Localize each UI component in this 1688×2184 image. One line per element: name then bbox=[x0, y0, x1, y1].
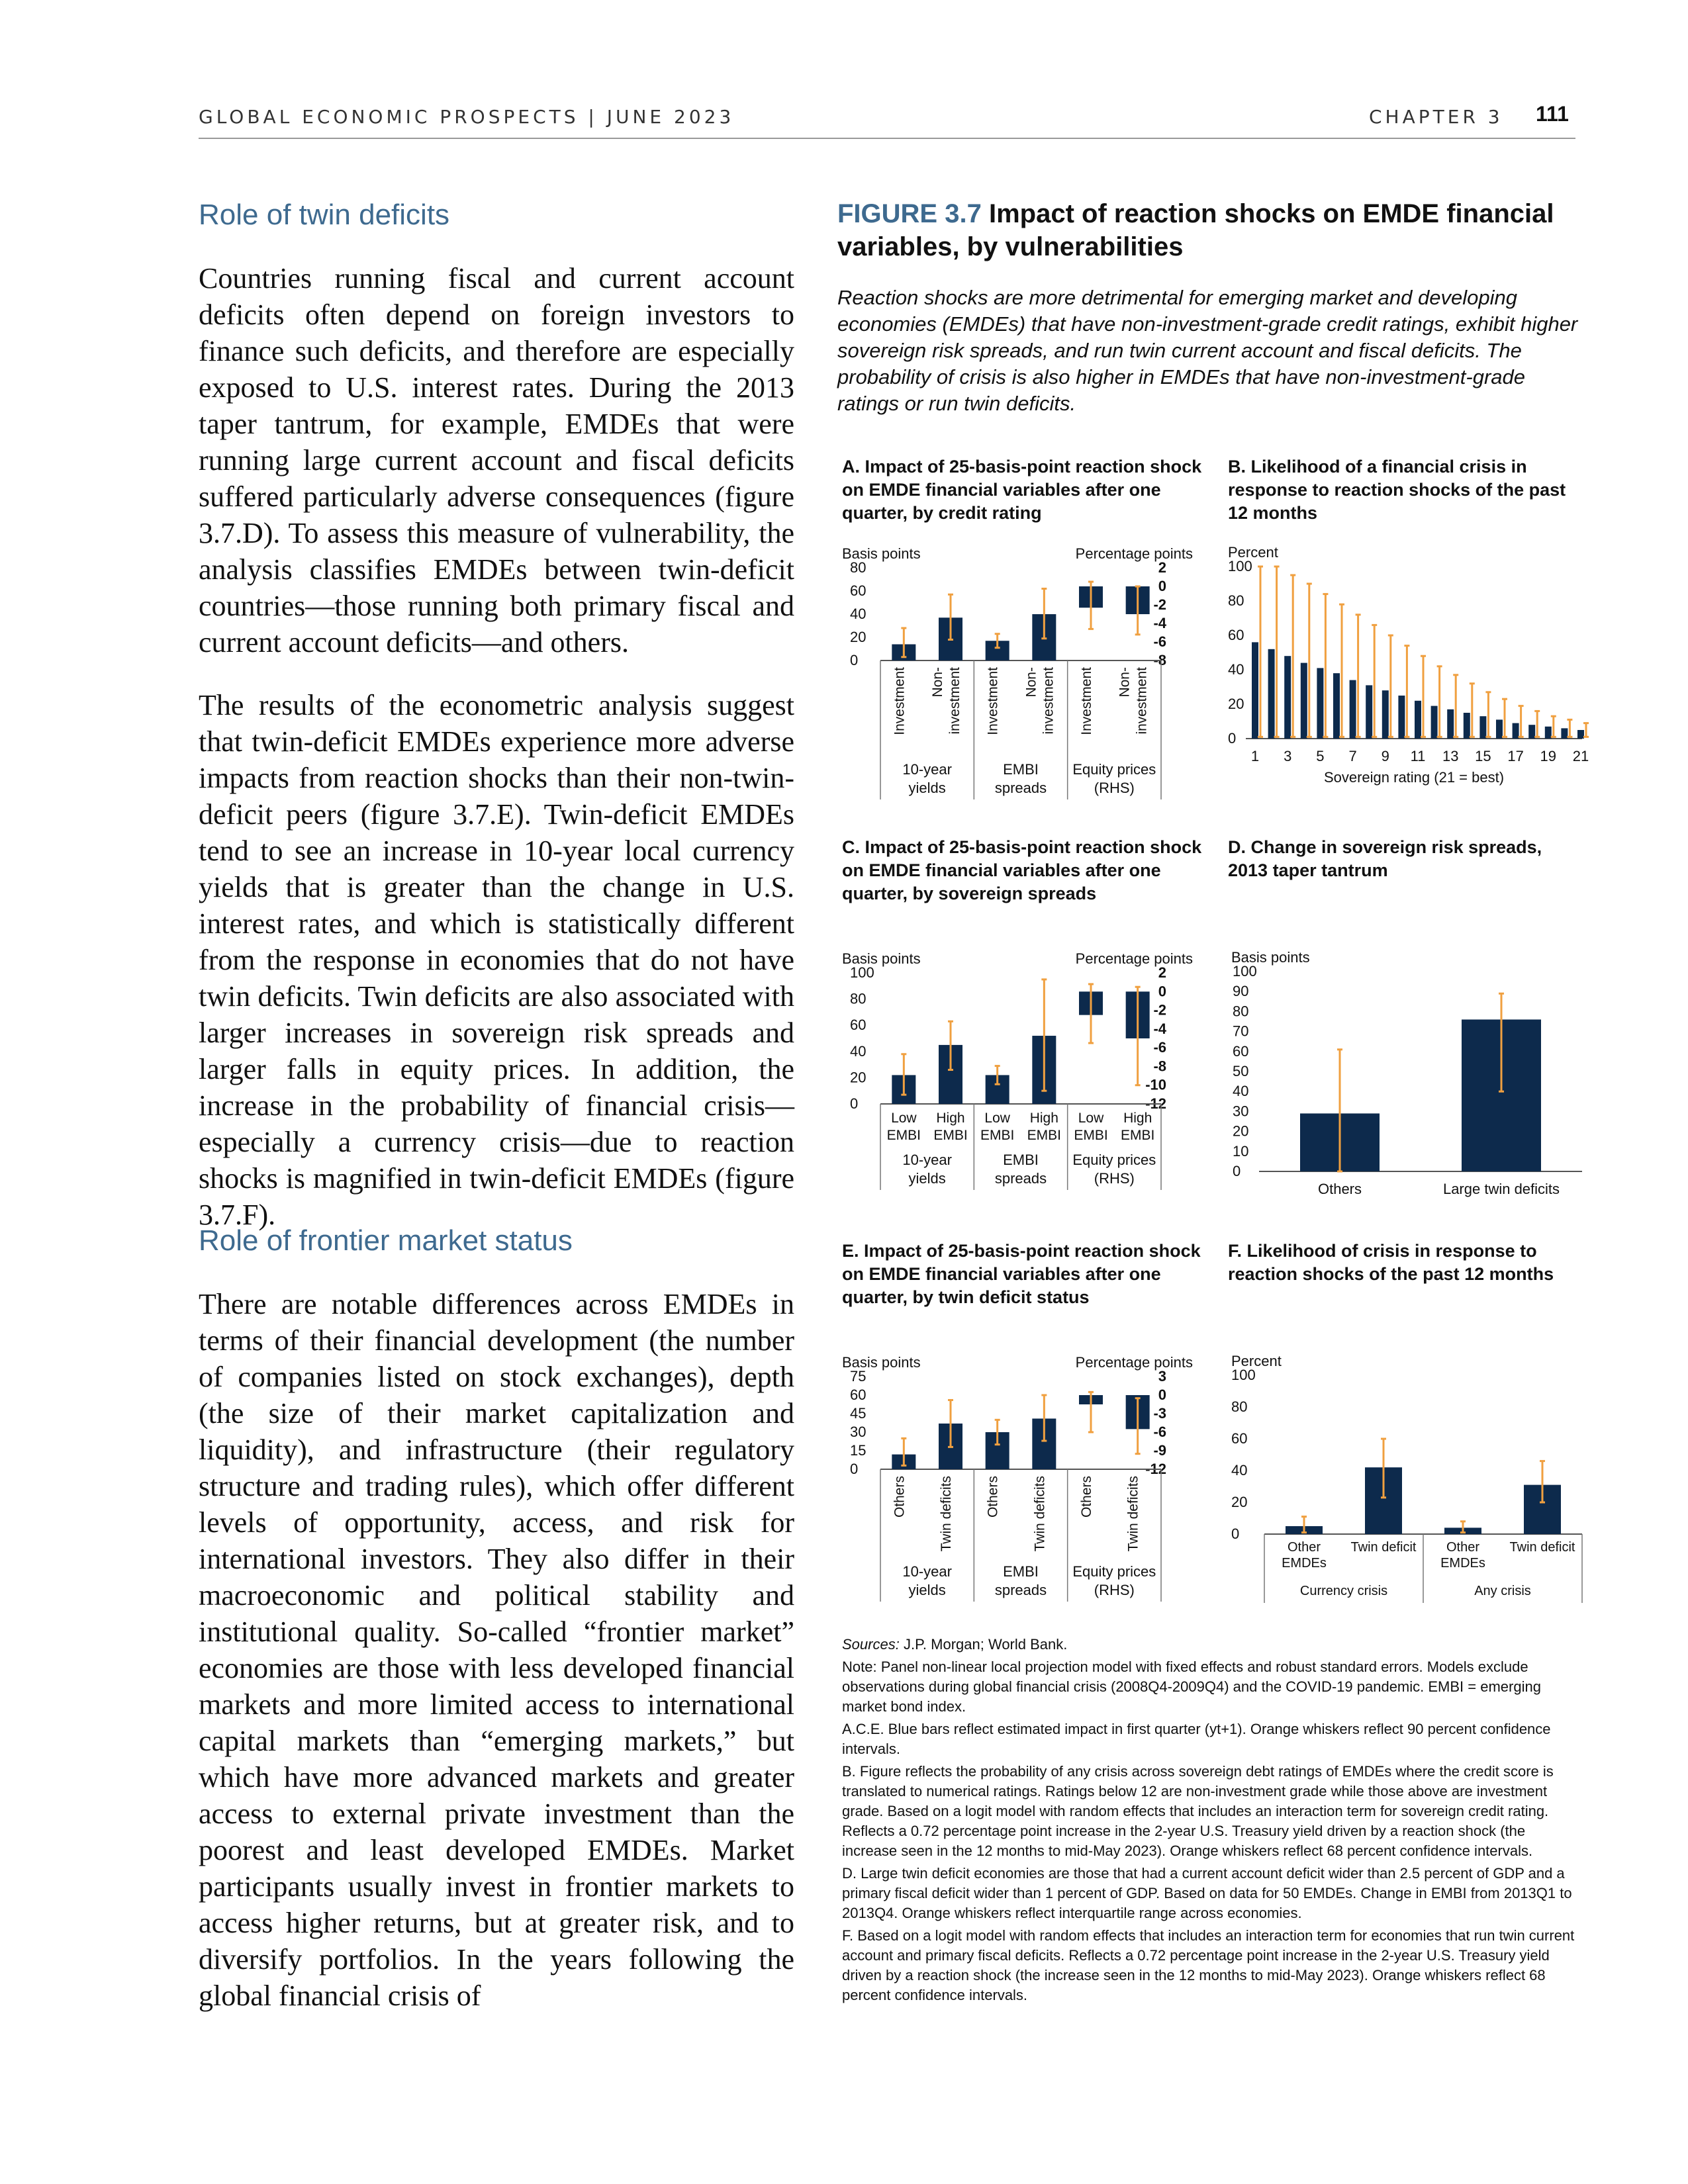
left-axis-tick-label: 0 bbox=[1233, 1163, 1241, 1179]
bar-rating-4 bbox=[1301, 663, 1307, 739]
sources-line bbox=[842, 1635, 1577, 1655]
x-tick-label: 3 bbox=[1284, 748, 1292, 764]
left-axis-tick-label: 40 bbox=[850, 606, 867, 622]
category-label: Non- bbox=[1117, 667, 1133, 698]
category-label: EMBI bbox=[1074, 1128, 1108, 1143]
left-axis-tick-label: 100 bbox=[1228, 558, 1252, 574]
left-axis-tick-label: 45 bbox=[850, 1405, 867, 1422]
note-b: B. Figure reflects the probability of any crisis across sovereign debt ratings of EMDEs where the credit score is translated to numerical ratings. Ratings below 12 are non-investment grade while those above are investment grade. Based on a logit model with random effects that includes an interaction term for sovereign credit rating. Reflects a 0.72 percentage point increase in the 2-year U.S. Treasury yield driven by a reaction shock (the increase seen in the 12 months to mid-May 2023). Orange whiskers reflect 68 percent confidence intervals. bbox=[842, 1763, 1554, 1859]
right-axis-tick-label: -8 bbox=[1153, 652, 1166, 668]
bar-rating-20 bbox=[1561, 728, 1568, 739]
left-axis-tick-label: 60 bbox=[850, 582, 867, 599]
right-axis-tick-label: -3 bbox=[1153, 1405, 1166, 1422]
bar-rating-14 bbox=[1464, 713, 1470, 739]
x-tick-label: 21 bbox=[1572, 748, 1589, 764]
right-axis-title: Percentage points bbox=[1075, 1354, 1193, 1371]
bar-rating-16 bbox=[1496, 719, 1503, 739]
panel-a-title: A. Impact of 25-basis-point reaction shock on EMDE financial variables after one quarter, by credit rating bbox=[842, 457, 1202, 523]
x-tick-label: 1 bbox=[1250, 748, 1260, 764]
category-label: EMBI bbox=[933, 1128, 968, 1143]
left-axis-tick-label: 40 bbox=[850, 1042, 867, 1060]
chart-panel-b bbox=[1225, 535, 1595, 799]
group-label: spreads bbox=[994, 1582, 1047, 1598]
left-axis-tick-label: 0 bbox=[850, 1461, 859, 1477]
left-axis-tick-label: 60 bbox=[1228, 627, 1244, 643]
right-axis-tick-label: -6 bbox=[1153, 633, 1166, 650]
group-label: Equity prices bbox=[1072, 1563, 1156, 1580]
left-axis-tick-label: 20 bbox=[1233, 1122, 1249, 1140]
chart-panel-d bbox=[1225, 940, 1595, 1205]
bar-rating-17 bbox=[1513, 723, 1519, 739]
group-label: spreads bbox=[994, 780, 1047, 796]
group-label: EMBI bbox=[1003, 1152, 1039, 1168]
right-axis-tick-label: -12 bbox=[1145, 1095, 1166, 1112]
group-label: Any crisis bbox=[1474, 1584, 1531, 1598]
chapter-label: CHAPTER 3 bbox=[1369, 106, 1503, 128]
left-axis-tick-label: 40 bbox=[1228, 661, 1244, 678]
right-axis-tick-label: -2 bbox=[1153, 596, 1166, 613]
category-label: Non- bbox=[930, 667, 945, 698]
category-label: Others bbox=[892, 1476, 908, 1518]
right-axis-tick-label: 2 bbox=[1158, 964, 1166, 981]
group-label: yields bbox=[908, 780, 946, 796]
panel-d-title: D. Change in sovereign risk spreads, 2013 taper tantrum bbox=[1228, 837, 1542, 880]
right-axis-tick-label: -2 bbox=[1153, 1001, 1166, 1019]
x-tick-label: 19 bbox=[1540, 748, 1557, 764]
left-axis-tick-label: 60 bbox=[1231, 1430, 1248, 1447]
category-label: High bbox=[936, 1111, 965, 1126]
paragraph-frontier-1: There are notable differences across EMDEs in terms of their financial development (the number of companies listed on stock exchanges), depth (the size of their market capitalization and liquidity), and infrastructure (their regulatory structure and trading rules), which offer different levels of opportunity, access, and risk for international investors. They also differ in their macroeconomic and political stability and institutional quality. So-called “frontier market” economies are those with less developed financial markets and more limited access to international capital markets than “emerging markets,” but which have more advanced markets and greater access to external private investment than the poorest and least developed EMDEs. Market participants usually invest in frontier markets to access higher returns, but at greater risk, and to diversify portfolios. In the years following the global financial crisis of bbox=[199, 1288, 794, 2012]
chart-panel-c bbox=[835, 940, 1206, 1205]
x-tick-label: 7 bbox=[1348, 748, 1357, 764]
category-label: investment bbox=[1134, 667, 1150, 735]
left-axis-tick-label: 0 bbox=[1228, 730, 1237, 747]
x-tick-label: 9 bbox=[1381, 748, 1389, 764]
left-axis-title: Basis points bbox=[1231, 949, 1310, 966]
group-label: yields bbox=[908, 1582, 946, 1598]
category-label: EMBI bbox=[980, 1128, 1015, 1143]
category-label: Other bbox=[1446, 1540, 1480, 1555]
bar-rating-8 bbox=[1366, 685, 1372, 739]
right-axis-tick-label: -12 bbox=[1145, 1461, 1166, 1477]
group-label: EMBI bbox=[1003, 761, 1039, 778]
right-axis-tick-label: -8 bbox=[1153, 1058, 1166, 1075]
left-axis-title: Basis points bbox=[842, 1354, 921, 1371]
chart-panel-f bbox=[1225, 1343, 1595, 1621]
note-d: D. Large twin deficit economies are those that had a current account deficit wider than 2.5 percent of GDP and a primary fiscal deficit wider than 1 percent of GDP. Based on data for 50 EMDEs. Change in EMBI from 2013Q1 to 2013Q4. Orange whiskers reflect interquartile range across economies. bbox=[842, 1865, 1572, 1921]
bar-rating-15 bbox=[1479, 716, 1486, 739]
left-axis-tick-label: 70 bbox=[1233, 1023, 1249, 1040]
note-general: Note: Panel non-linear local projection model with fixed effects and robust standard errors. Models exclude observations during global financial crisis (2008Q4-2009Q4) and the COVID-19 pandemic. EMBI = emerging market bond index. bbox=[842, 1659, 1541, 1715]
figure-subtitle: Reaction shocks are more detrimental for emerging market and developing economies (EMDEs) that have non-investment-grade credit ratings, exhibit higher sovereign risk spreads, and run twin current account and fiscal deficits. The probability of crisis is also higher in EMDEs that have non-investment-grade ratings or run twin deficits. bbox=[837, 286, 1578, 415]
left-axis-title: Percent bbox=[1228, 544, 1278, 561]
category-label: Large twin deficits bbox=[1442, 1181, 1560, 1197]
right-axis-tick-label: -10 bbox=[1145, 1076, 1166, 1093]
chart-panel-e bbox=[835, 1343, 1206, 1621]
left-axis-tick-label: 0 bbox=[850, 1095, 859, 1112]
note-f: F. Based on a logit model with random effects that includes an interaction term for economies that run twin current account and primary fiscal deficits. Reflects a 0.72 percentage point increase in the 2-year U.S. Treasury yield driven by a reaction shock (the increase seen in the 12 months to mid-May 2023). Orange whiskers reflect 68 percent confidence intervals. bbox=[842, 1927, 1575, 2003]
right-axis-tick-label: -4 bbox=[1153, 615, 1166, 631]
left-axis-title: Basis points bbox=[842, 545, 921, 562]
left-axis-tick-label: 0 bbox=[850, 652, 859, 668]
bar-rating-5 bbox=[1317, 668, 1323, 739]
category-label: Low bbox=[1078, 1111, 1104, 1126]
group-label: 10-year bbox=[902, 761, 952, 778]
left-axis-tick-label: 0 bbox=[1231, 1525, 1240, 1542]
bar-rating-21 bbox=[1577, 730, 1584, 739]
left-axis-tick-label: 75 bbox=[850, 1368, 867, 1385]
category-label: High bbox=[1123, 1111, 1152, 1126]
bar-rating-11 bbox=[1415, 701, 1421, 739]
category-label: Other bbox=[1287, 1540, 1321, 1555]
group-label: 10-year bbox=[902, 1152, 952, 1168]
left-axis-tick-label: 100 bbox=[1233, 963, 1257, 979]
left-axis-tick-label: 30 bbox=[850, 1424, 867, 1440]
left-axis-tick-label: 60 bbox=[1233, 1042, 1249, 1060]
right-axis-title: Percentage points bbox=[1075, 545, 1193, 562]
right-axis-tick-label: 0 bbox=[1158, 578, 1166, 594]
category-label: EMDEs bbox=[1282, 1556, 1327, 1570]
left-axis-tick-label: 80 bbox=[1228, 592, 1244, 609]
left-axis-tick-label: 100 bbox=[850, 964, 874, 981]
right-axis-tick-label: 0 bbox=[1158, 983, 1166, 1000]
category-label: Twin deficits bbox=[939, 1476, 954, 1552]
category-label: investment bbox=[947, 667, 962, 735]
right-axis-tick-label: 3 bbox=[1158, 1368, 1166, 1385]
category-label: Low bbox=[891, 1111, 917, 1126]
paragraph-twin-2: The results of the econometric analysis suggest that twin-deficit EMDEs experience more adverse impacts from reaction shocks than their non-twin-deficit peers (figure 3.7.E). Twin-deficit EMDEs tend to see an increase in 10-year local currency yields that is greater than the change in U.S. interest rates, and which is statistically different from the response in economies that do not have twin deficits. Twin deficits are also associated with larger increases in sovereign risk spreads and larger falls in equity prices. In addition, the increase in the probability of financial crisis—especially a currency crisis—due to reaction shocks is magnified in twin-deficit EMDEs (figure 3.7.F). bbox=[199, 689, 794, 1231]
panel-b-title: B. Likelihood of a financial crisis in response to reaction shocks of the past 12 months bbox=[1228, 457, 1566, 523]
category-label: Investment bbox=[892, 667, 908, 735]
left-axis-title: Basis points bbox=[842, 950, 921, 967]
category-label: High bbox=[1029, 1111, 1058, 1126]
category-label: EMBI bbox=[1120, 1128, 1155, 1143]
left-axis-tick-label: 15 bbox=[850, 1442, 867, 1459]
left-axis-tick-label: 10 bbox=[1233, 1142, 1249, 1160]
left-axis-tick-label: 90 bbox=[1233, 983, 1249, 1000]
sources-text: J.P. Morgan; World Bank. bbox=[903, 1636, 1068, 1653]
group-label: Equity prices bbox=[1072, 761, 1156, 778]
category-label: Investment bbox=[1079, 667, 1094, 735]
bar-rating-2 bbox=[1268, 649, 1275, 739]
bar-rating-12 bbox=[1431, 706, 1438, 739]
header-rule bbox=[199, 138, 1575, 139]
x-axis-title: Sovereign rating (21 = best) bbox=[1323, 769, 1505, 786]
x-tick-label: 13 bbox=[1442, 748, 1459, 764]
category-label: Twin deficit bbox=[1509, 1540, 1575, 1555]
category-label: Non- bbox=[1023, 667, 1039, 698]
x-tick-label: 5 bbox=[1316, 748, 1325, 764]
left-axis-tick-label: 60 bbox=[850, 1017, 867, 1034]
left-axis-tick-label: 40 bbox=[1231, 1462, 1248, 1479]
right-axis-tick-label: -6 bbox=[1153, 1424, 1166, 1440]
group-label: yields bbox=[908, 1170, 946, 1187]
left-axis-tick-label: 20 bbox=[1228, 696, 1244, 712]
bar-rating-7 bbox=[1350, 680, 1356, 739]
note-ace: A.C.E. Blue bars reflect estimated impact in first quarter (yt+1). Orange whiskers reflect 90 percent confidence intervals. bbox=[842, 1721, 1551, 1757]
panel-c-title: C. Impact of 25-basis-point reaction shock on EMDE financial variables after one quarter, by sovereign spreads bbox=[842, 837, 1202, 903]
group-label: spreads bbox=[994, 1170, 1047, 1187]
category-label: Twin deficit bbox=[1350, 1540, 1417, 1555]
category-label: EMBI bbox=[1027, 1128, 1062, 1143]
left-axis-tick-label: 60 bbox=[850, 1387, 867, 1403]
x-tick-label: 11 bbox=[1410, 748, 1426, 764]
group-label: Currency crisis bbox=[1299, 1584, 1388, 1598]
bar-rating-19 bbox=[1545, 727, 1552, 739]
left-axis-tick-label: 80 bbox=[850, 559, 867, 576]
category-label: EMDEs bbox=[1440, 1556, 1485, 1570]
bar-rating-10 bbox=[1398, 696, 1405, 739]
section-heading-twin-deficits: Role of twin deficits bbox=[199, 199, 450, 231]
category-label: EMBI bbox=[886, 1128, 921, 1143]
right-axis-tick-label: 0 bbox=[1158, 1387, 1166, 1403]
left-axis-title: Percent bbox=[1231, 1353, 1282, 1369]
left-axis-tick-label: 20 bbox=[850, 629, 867, 645]
bar-rating-1 bbox=[1252, 642, 1258, 739]
group-label: (RHS) bbox=[1094, 780, 1135, 796]
paragraph-twin-1: Countries running fiscal and current account deficits often depend on foreign investors to finance such deficits, and therefore are especially exposed to U.S. interest rates. During the 2013 taper tantrum, for example, EMDEs that were running large current account and fiscal deficits suffered particularly adverse consequences (figure 3.7.D). To assess this measure of vulnerability, the analysis classifies EMDEs between twin-deficit countries—those running both primary fiscal and current account deficits—and others. bbox=[199, 262, 794, 659]
right-axis-title: Percentage points bbox=[1075, 950, 1193, 967]
right-axis-tick-label: 2 bbox=[1158, 559, 1166, 576]
category-label: Twin deficits bbox=[1125, 1476, 1141, 1552]
category-label: Investment bbox=[985, 667, 1001, 735]
running-header: GLOBAL ECONOMIC PROSPECTS | JUNE 2023 bbox=[199, 106, 735, 128]
section-heading-frontier: Role of frontier market status bbox=[199, 1224, 573, 1257]
bar-rating-6 bbox=[1333, 673, 1340, 739]
bar-rating-9 bbox=[1382, 690, 1389, 739]
left-axis-tick-label: 40 bbox=[1233, 1083, 1249, 1100]
left-axis-tick-label: 80 bbox=[850, 990, 867, 1007]
category-label: Twin deficits bbox=[1032, 1476, 1048, 1552]
group-label: (RHS) bbox=[1094, 1582, 1135, 1598]
category-label: Others bbox=[1317, 1181, 1362, 1197]
chart-panel-a bbox=[835, 535, 1206, 806]
right-axis-tick-label: -6 bbox=[1153, 1039, 1166, 1056]
category-label: Others bbox=[985, 1476, 1001, 1518]
figure-number: FIGURE 3.7 bbox=[837, 199, 982, 228]
x-tick-label: 15 bbox=[1475, 748, 1491, 764]
category-label: investment bbox=[1041, 667, 1056, 735]
left-axis-tick-label: 80 bbox=[1231, 1398, 1248, 1415]
left-axis-tick-label: 30 bbox=[1233, 1103, 1249, 1120]
group-label: Equity prices bbox=[1072, 1152, 1156, 1168]
group-label: (RHS) bbox=[1094, 1170, 1135, 1187]
left-axis-tick-label: 50 bbox=[1233, 1063, 1249, 1079]
figure-notes bbox=[842, 1635, 1577, 2008]
group-label: 10-year bbox=[902, 1563, 952, 1580]
page-number: 111 bbox=[1536, 102, 1569, 126]
sources-label: Sources: bbox=[842, 1636, 900, 1653]
left-axis-tick-label: 20 bbox=[850, 1069, 867, 1086]
bar-rating-3 bbox=[1284, 656, 1291, 739]
right-axis-tick-label: -9 bbox=[1153, 1442, 1166, 1459]
left-axis-tick-label: 100 bbox=[1231, 1367, 1256, 1383]
right-axis-tick-label: -4 bbox=[1153, 1020, 1166, 1037]
bar-rating-13 bbox=[1447, 709, 1454, 739]
panel-e-title: E. Impact of 25-basis-point reaction shock on EMDE financial variables after one quarter, by twin deficit status bbox=[842, 1241, 1201, 1307]
group-label: EMBI bbox=[1003, 1563, 1039, 1580]
category-label: Others bbox=[1079, 1476, 1094, 1518]
bar-rating-18 bbox=[1528, 725, 1535, 739]
left-axis-tick-label: 20 bbox=[1231, 1494, 1248, 1510]
left-axis-tick-label: 80 bbox=[1233, 1003, 1249, 1020]
x-tick-label: 17 bbox=[1507, 748, 1524, 764]
panel-f-title: F. Likelihood of crisis in response to reaction shocks of the past 12 months bbox=[1228, 1241, 1554, 1284]
figure-title bbox=[837, 197, 1566, 263]
figure-title-text: Impact of reaction shocks on EMDE financial variables, by vulnerabilities bbox=[837, 199, 1554, 261]
category-label: Low bbox=[984, 1111, 1010, 1126]
